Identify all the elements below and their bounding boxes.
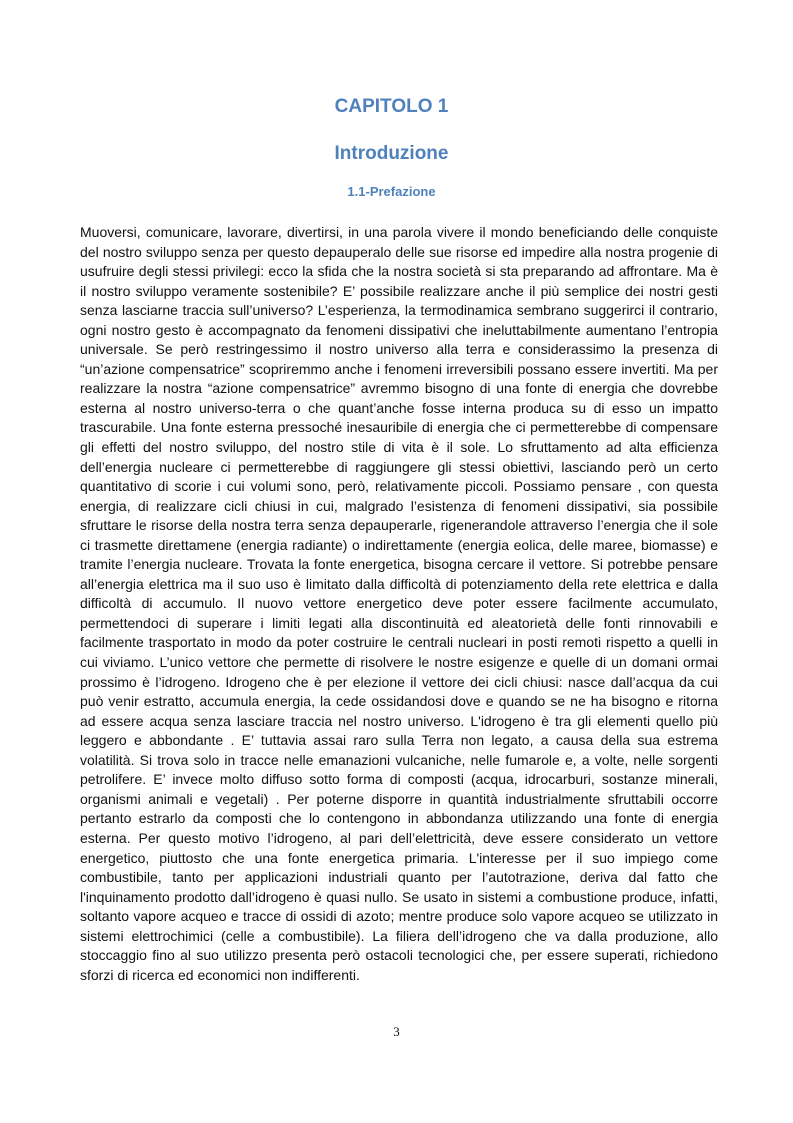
chapter-label: CAPITOLO 1 [334, 96, 449, 117]
body-paragraph: Muoversi, comunicare, lavorare, divertirsi, in una parola vivere il mondo beneficiando delle conquiste del nostro sviluppo senza per questo depauperalo delle sue risorse ed impedire alla nostra progenie di usufruire degli stessi privilegi: ecco la sfida che la nostra società si sta preparando ad affrontare. Ma è il nostro sviluppo veramente sostenibile? E’ possibile realizzare anche il più semplice dei nostri gesti senza lasciarne traccia sull’universo? L’esperienza, la termodinamica sembrano suggerirci il contrario, ogni nostro gesto è accompagnato da fenomeni dissipativi che ineluttabilmente aumentano l’entropia universale. Se però restringessimo il nostro universo alla terra e considerassimo la presenza di “un’azione compensatrice” scopriremmo anche i fenomeni irreversibili possano essere invertiti. Ma per realizzare la nostra “azione compensatrice” avremmo bisogno di una fonte di energia che dovrebbe esterna al nostro universo-terra o che quant’anche fosse interna produca su di esso un impatto trascurabile. Una fonte esterna pressoché inesauribile di energia che ci permetterebbe di compensare gli effetti del nostro sviluppo, del nostro stile di vita è il sole. Lo sfruttamento ad alta efficienza dell’energia nucleare ci permetterebbe di raggiungere gli stessi obiettivi, lasciando però un certo quantitativo di scorie i cui volumi sono, però, relativamente piccoli. Possiamo pensare , con questa energia, di realizzare cicli chiusi in cui, malgrado l’esistenza di fenomeni dissipativi, sia possibile sfruttare le risorse della nostra terra senza depauperarle, rigenerandole attraverso l’energia che il sole ci trasmette direttamene (energia radiante) o indirettamente (energia eolica, delle maree, biomasse) e tramite l’energia nucleare. Trovata la fonte energetica, bisogna cercare il vettore. Si potrebbe pensare all’energia elettrica ma il suo uso è limitato dalla difficoltà di potenziamento della rete elettrica e dalla difficoltà di accumulo. Il nuovo vettore energetico deve poter essere facilmente accumulato, permettendoci di superare i limiti legati alla discontinuità ed aleatorietà delle fonti rinnovabili e facilmente trasportato in modo da poter costruire le centrali nucleari in posti remoti rispetto a quelli in cui viviamo. L’unico vettore che permette di risolvere le nostre esigenze e quelle di un domani ormai prossimo è l’idrogeno. Idrogeno che è per elezione il vettore dei cicli chiusi: nasce dall’acqua da cui può venir estratto, accumula energia, la cede ossidandosi dove e quando se ne ha bisogno e ritorna ad essere acqua senza lasciare traccia nel nostro universo. L'idrogeno è tra gli elementi quello più leggero e abbondante . E’ tuttavia assai raro sulla Terra non legato, a causa della sua estrema volatilità. Si trova solo in tracce nelle emanazioni vulcaniche, nelle fumarole e, a volte, nelle sorgenti petrolifere. E’ invece molto diffuso sotto forma di composti (acqua, idrocarburi, sostanze minerali, organismi animali e vegetali) . Per poterne disporre in quantità industrialmente sfruttabili occorre pertanto estrarlo da composti che lo contengono in abbondanza utilizzando una fonte di energia esterna. Per questo motivo l’idrogeno, al pari dell’elettricità, deve essere considerato un vettore energetico, piuttosto che una fonte energetica primaria. L'interesse per il suo impiego come combustibile, tanto per applicazioni industriali quanto per l’autotrazione, deriva dal fatto che l'inquinamento prodotto dall’idrogeno è quasi nullo. Se usato in sistemi a combustione produce, infatti, soltanto vapore acqueo e tracce di ossidi di azoto; mentre produce solo vapore acqueo se utilizzato in sistemi elettrochimici (celle a combustibile). La filiera dell’idrogeno che va dalla produzione, allo stoccaggio fino al suo utilizzo presenta però ostacoli tecnologici che, per essere superati, richiedono sforzi di ricerca ed economici non indifferenti. [80, 224, 718, 983]
page-number: 3 [393, 1024, 400, 1039]
section-heading: 1.1-Prefazione [347, 184, 436, 199]
chapter-title: Introduzione [334, 143, 449, 164]
